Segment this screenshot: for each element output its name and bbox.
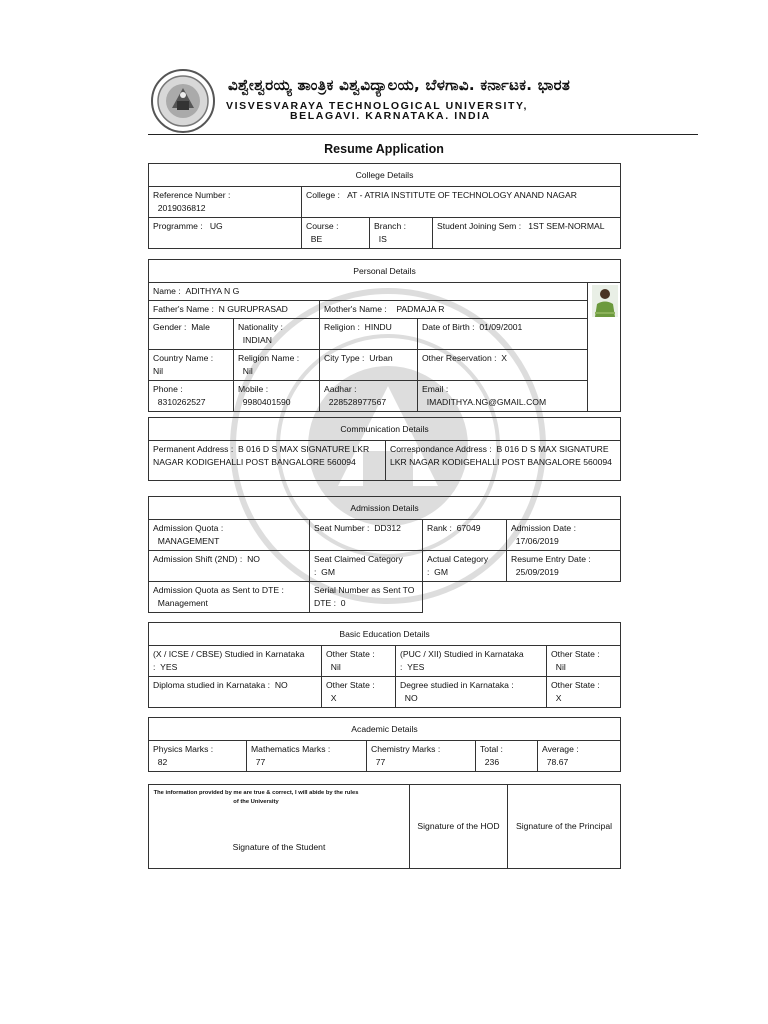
gender-value: Male [191,322,210,332]
admission-date-value: 17/06/2019 [515,536,559,546]
father-name-value: N GURUPRASAD [218,304,288,314]
university-seal-icon [150,68,216,134]
college-cell [302,187,621,218]
serial-number-dte-cell [310,582,423,613]
mother-name-cell [320,301,588,319]
puc-other-state-label: Other State : [551,649,600,659]
degree-other-state-cell [547,677,621,708]
communication-details-table [148,417,621,481]
chemistry-marks-cell [367,741,476,772]
x-studied-cell [149,646,322,677]
reference-number-value: 2019036812 [157,203,206,213]
nationality-label: Nationality : [238,322,283,332]
degree-studied-label: Degree studied in Karnataka : [400,680,514,690]
mother-name-value: PADMAJA R [396,304,445,314]
phone-label: Phone : [153,384,183,394]
reference-number-cell [149,187,302,218]
seat-claimed-label: Seat Claimed Category : [314,554,403,577]
religion-name-cell [234,350,320,381]
aadhar-label: Aadhar : [324,384,357,394]
religion-name-value: Nil [242,366,253,376]
degree-studied-value: NO [404,693,418,703]
city-type-label: City Type : [324,353,365,363]
nationality-value: INDIAN [242,335,272,345]
aadhar-value: 228528977567 [328,397,387,407]
chemistry-marks-value: 77 [375,757,386,767]
serial-number-dte-label: Serial Number as Sent TO DTE : [314,585,415,608]
physics-marks-label: Physics Marks : [153,744,214,754]
admission-date-cell [507,520,621,551]
correspondence-address-value: B 016 D S MAX SIGNATURE LKR NAGAR KODIGEHALLI POST BANGALORE 560094 [390,444,612,467]
course-label: Course : [306,221,339,231]
puc-other-state-value: Nil [555,662,566,672]
personal-details-table [148,259,621,412]
physics-marks-cell [149,741,247,772]
total-marks-value: 236 [484,757,500,767]
student-photo [592,285,618,317]
city-type-value: Urban [369,353,393,363]
average-marks-label: Average : [542,744,579,754]
seat-number-label: Seat Number : [314,523,370,533]
student-signature-cell [149,785,410,869]
branch-value: IS [378,234,387,244]
joining-sem-cell [433,218,621,249]
diploma-other-state-value: X [330,693,337,703]
mobile-value: 9980401590 [242,397,291,407]
academic-details-heading: Academic Details [149,718,621,741]
course-cell [302,218,370,249]
email-cell [418,381,588,412]
religion-label: Religion : [324,322,360,332]
total-marks-cell [476,741,538,772]
diploma-studied-cell [149,677,322,708]
seat-number-cell [310,520,423,551]
diploma-studied-value: NO [274,680,288,690]
dob-cell [418,319,588,350]
admission-shift-value: NO [247,554,260,564]
chemistry-marks-label: Chemistry Marks : [371,744,441,754]
mobile-cell [234,381,320,412]
permanent-address-value: B 016 D S MAX SIGNATURE LKR NAGAR KODIGEHALLI POST BANGALORE 560094 [153,444,370,467]
permanent-address-label: Permanent Address : [153,444,234,454]
religion-name-label: Religion Name : [238,353,300,363]
principal-signature-label: Signature of the Principal [515,821,613,831]
maths-marks-label: Mathematics Marks : [251,744,331,754]
x-studied-label: (X / ICSE / CBSE) Studied in Karnataka : [153,649,305,672]
resume-entry-date-value: 25/09/2019 [515,567,559,577]
other-reservation-label: Other Reservation : [422,353,497,363]
mother-name-label: Mother's Name : [324,304,387,314]
correspondence-address-label: Correspondance Address : [390,444,492,454]
joining-sem-label: Student Joining Sem : [437,221,522,231]
header-divider [148,134,698,135]
rank-label: Rank : [427,523,452,533]
puc-studied-label: (PUC / XII) Studied in Karnataka : [400,649,524,672]
degree-other-state-value: X [555,693,562,703]
x-other-state-cell [322,646,396,677]
country-label: Country Name : [153,353,214,363]
student-signature-label: Signature of the Student [232,842,326,852]
puc-studied-value: YES [407,662,425,672]
maths-marks-cell [247,741,367,772]
puc-studied-cell [396,646,547,677]
communication-details-heading: Communication Details [149,418,621,441]
admission-date-label: Admission Date : [511,523,576,533]
average-marks-cell [538,741,621,772]
gender-label: Gender : [153,322,187,332]
other-reservation-value: X [501,353,508,363]
admission-shift-cell [149,551,310,582]
empty-cell [423,582,621,613]
actual-category-label: Actual Category : [427,554,489,577]
seat-claimed-value: GM [321,567,336,577]
joining-sem-value: 1ST SEM-NORMAL [528,221,605,231]
rank-cell [423,520,507,551]
name-cell [149,283,588,301]
religion-cell [320,319,418,350]
admission-quota-label: Admission Quota : [153,523,224,533]
name-value: ADITHYA N G [185,286,240,296]
actual-category-cell [423,551,507,582]
college-details-heading: College Details [149,164,621,187]
seat-number-value: DD312 [374,523,401,533]
total-marks-label: Total : [480,744,503,754]
admission-quota-dte-value: Management [157,598,208,608]
city-type-cell [320,350,418,381]
x-other-state-value: Nil [330,662,341,672]
declaration-text: The information provided by me are true & correct, I will abide by the rules of the University [153,790,359,805]
reference-number-label: Reference Number : [153,190,231,200]
university-name-line1: VISVESVARAYA TECHNOLOGICAL UNIVERSITY, [226,100,528,112]
university-name-kannada: ವಿಶ್ವೇಶ್ವರಯ್ಯ ತಾಂತ್ರಿಕ ವಿಶ್ವವಿದ್ಯಾಲಯ, ಬೆಳಗಾವಿ. ಕರ್ನಾಟಕ. ಭಾರತ [228,76,571,94]
diploma-other-state-label: Other State : [326,680,375,690]
academic-details-table [148,717,621,772]
resume-entry-date-cell [507,551,621,582]
college-label: College : [306,190,340,200]
page-title: Resume Application [324,142,444,156]
signature-table [148,784,621,869]
dob-value: 01/09/2001 [479,322,523,332]
correspondence-address-cell [386,441,621,481]
physics-marks-value: 82 [157,757,168,767]
programme-cell [149,218,302,249]
country-cell [149,350,234,381]
dob-label: Date of Birth : [422,322,475,332]
branch-label: Branch : [374,221,407,231]
admission-quota-dte-label: Admission Quota as Sent to DTE : [153,585,284,595]
name-label: Name : [153,286,181,296]
programme-value: UG [209,221,223,231]
branch-cell [370,218,433,249]
diploma-other-state-cell [322,677,396,708]
phone-cell [149,381,234,412]
college-value: AT - ATRIA INSTITUTE OF TECHNOLOGY ANAND NAGAR [347,190,577,200]
photo-cell [588,283,621,412]
diploma-studied-label: Diploma studied in Karnataka : [153,680,271,690]
average-marks-value: 78.67 [546,757,569,767]
hod-signature-cell [410,785,508,869]
rank-value: 67049 [456,523,481,533]
email-value: IMADITHYA.NG@GMAIL.COM [426,397,547,407]
seat-claimed-cell [310,551,423,582]
admission-shift-label: Admission Shift (2ND) : [153,554,243,564]
x-other-state-label: Other State : [326,649,375,659]
admission-quota-value: MANAGEMENT [157,536,220,546]
puc-other-state-cell [547,646,621,677]
gender-cell [149,319,234,350]
personal-details-heading: Personal Details [149,260,621,283]
father-name-label: Father's Name : [153,304,214,314]
basic-education-table [148,622,621,708]
nationality-cell [234,319,320,350]
programme-label: Programme : [153,221,203,231]
actual-category-value: GM [434,567,449,577]
permanent-address-cell [149,441,386,481]
father-name-cell [149,301,320,319]
hod-signature-label: Signature of the HOD [417,821,500,831]
admission-details-table [148,496,621,613]
basic-education-heading: Basic Education Details [149,623,621,646]
phone-value: 8310262527 [157,397,206,407]
college-details-table [148,163,621,249]
university-name-line2: BELAGAVI. KARNATAKA. INDIA [290,110,491,122]
mobile-label: Mobile : [238,384,269,394]
email-label: Email : [422,384,449,394]
degree-other-state-label: Other State : [551,680,600,690]
degree-studied-cell [396,677,547,708]
other-reservation-cell [418,350,588,381]
aadhar-cell [320,381,418,412]
maths-marks-value: 77 [255,757,266,767]
religion-value: HINDU [364,322,392,332]
country-value: Nil [153,366,164,376]
course-value: BE [310,234,323,244]
admission-quota-dte-cell [149,582,310,613]
resume-entry-date-label: Resume Entry Date : [511,554,591,564]
principal-signature-cell [508,785,621,869]
admission-details-heading: Admission Details [149,497,621,520]
admission-quota-cell [149,520,310,551]
x-studied-value: YES [160,662,178,672]
serial-number-dte-value: 0 [340,598,346,608]
